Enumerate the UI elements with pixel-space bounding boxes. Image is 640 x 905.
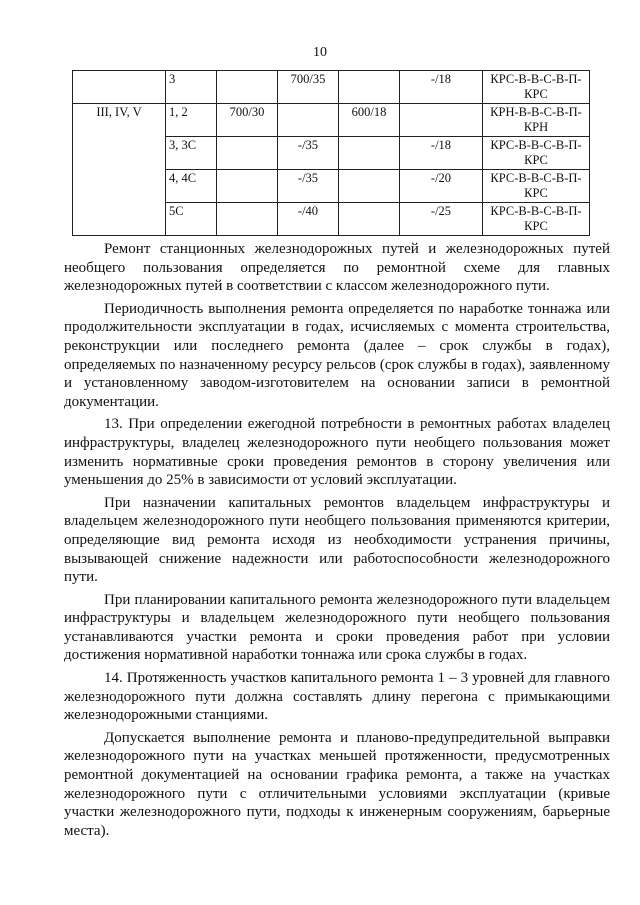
page-number: 10 [313,45,327,60]
value-cell: -/20 [400,170,483,203]
scheme-cell: КРС-В-В-С-В-П-КРС [483,137,590,170]
value-cell: 600/18 [339,104,400,137]
value-cell: 700/30 [217,104,278,137]
scheme-cell: КРС-В-В-С-В-П-КРС [483,203,590,236]
value-cell [339,170,400,203]
value-cell [278,104,339,137]
value-cell [217,137,278,170]
class-cell: III, IV, V [73,104,166,236]
scheme-cell: КРН-В-В-С-В-П-КРН [483,104,590,137]
paragraph: 13. При определении ежегодной потребности в ремонтных работах владелец инфраструктуры, владелец железнодорожного пути необщего пользования может изменить нормативные сроки проведения ремонтов в сторону увеличения или уменьшения до 25% в зависимости от условий эксплуатации. [64,416,610,489]
value-cell: -/25 [400,203,483,236]
repair-schedule-table [72,70,590,236]
value-cell [217,170,278,203]
level-cell: 1, 2 [166,104,217,137]
value-cell: -/35 [278,170,339,203]
scheme-cell: КРС-В-В-С-В-П-КРС [483,71,590,104]
document-body [64,240,610,844]
value-cell: -/18 [400,71,483,104]
level-cell: 3, 3С [166,137,217,170]
value-cell [339,71,400,104]
level-cell: 5С [166,203,217,236]
value-cell [400,104,483,137]
class-cell [73,71,166,104]
paragraph: Ремонт станционных железнодорожных путей и железнодорожных путей необщего пользования определяется по ремонтной схеме для главных железнодорожных путей в соответствии с классом железнодорожного пути. [64,241,610,295]
paragraph: Периодичность выполнения ремонта определяется по наработке тоннажа или продолжительности эксплуатации в годах, исчисляемых с момента строительства, реконструкции или последнего ремонта (далее – срок службы в годах), определяемых по назначенному ресурсу рельсов (срок службы в годах), заявленному и установленному заводом-изготовителем на основании записи в ремонтной документации. [64,300,610,410]
value-cell: -/40 [278,203,339,236]
value-cell [339,203,400,236]
level-cell: 3 [166,71,217,104]
level-cell: 4, 4С [166,170,217,203]
table-row [73,104,590,137]
value-cell [217,71,278,104]
value-cell [339,137,400,170]
paragraph: 14. Протяженность участков капитального ремонта 1 – 3 уровней для главного железнодорожного пути должна составлять длину перегона с примыкающими железнодорожными станциями. [64,670,610,724]
scheme-cell: КРС-В-В-С-В-П-КРС [483,170,590,203]
paragraph: Допускается выполнение ремонта и планово-предупредительной выправки железнодорожного пути на участках меньшей протяженности, предусмотренных ремонтной документацией на основании графика ремонта, а также на участках железнодорожного пути с отличительными условиями эксплуатации (кривые участки железнодорожного пути, подходы к инженерным сооружениям, барьерные места). [64,729,610,839]
value-cell: -/35 [278,137,339,170]
value-cell [217,203,278,236]
value-cell: -/18 [400,137,483,170]
paragraph: При назначении капитальных ремонтов владельцем инфраструктуры и владельцем железнодорожного пути необщего пользования применяются критерии, определяющие вид ремонта исходя из необходимости устранения причины, вызывающей снижение надежности или работоспособности железнодорожного пути. [64,494,610,586]
paragraph: При планировании капитального ремонта железнодорожного пути владельцем инфраструктуры и владельцем железнодорожного пути необщего пользования устанавливаются участки ремонта и сроки проведения работ при условии достижения нормативной наработки тоннажа или срока службы в годах. [64,591,610,664]
value-cell: 700/35 [278,71,339,104]
table-row [73,71,590,104]
